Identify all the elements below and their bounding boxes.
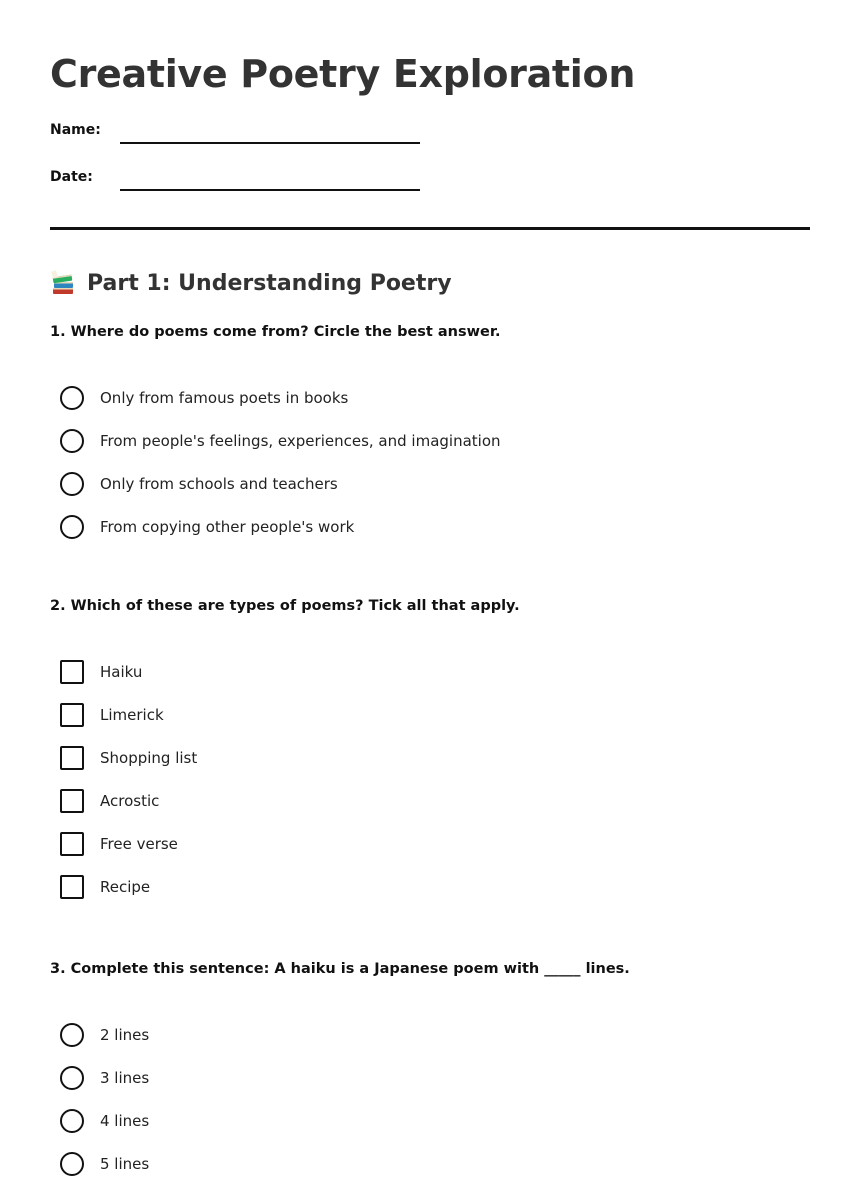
q1-option-1[interactable]	[60, 376, 810, 419]
q3-option-1[interactable]	[60, 1013, 810, 1056]
q1-option-4[interactable]	[60, 505, 810, 548]
option-label: Limerick	[100, 705, 164, 724]
q2-option-5[interactable]	[60, 822, 810, 865]
date-field-row	[50, 161, 810, 191]
q2-option-4[interactable]	[60, 779, 810, 822]
q1-option-2[interactable]	[60, 419, 810, 462]
checkbox[interactable]	[60, 660, 84, 684]
question-2-options	[50, 650, 810, 908]
books-icon	[50, 270, 76, 296]
radio-circle[interactable]	[60, 1152, 84, 1176]
option-label: 2 lines	[100, 1025, 150, 1044]
name-label: Name:	[50, 122, 101, 138]
radio-circle[interactable]	[60, 1066, 84, 1090]
checkbox[interactable]	[60, 746, 84, 770]
radio-circle[interactable]	[60, 472, 84, 496]
option-label: From copying other people's work	[100, 517, 355, 536]
question-2: 2. Which of these are types of poems? Tick all that apply.	[50, 598, 520, 614]
option-label: Haiku	[100, 662, 143, 681]
option-label: From people's feelings, experiences, and imagination	[100, 431, 501, 450]
option-label: Free verse	[100, 834, 178, 853]
option-label: Acrostic	[100, 791, 160, 810]
radio-circle[interactable]	[60, 429, 84, 453]
checkbox[interactable]	[60, 789, 84, 813]
q3-option-2[interactable]	[60, 1056, 810, 1099]
option-label: Only from schools and teachers	[100, 474, 338, 493]
option-label: Recipe	[100, 877, 151, 896]
q3-option-4[interactable]	[60, 1142, 810, 1185]
header-divider	[50, 227, 810, 230]
radio-circle[interactable]	[60, 515, 84, 539]
date-label: Date:	[50, 169, 93, 185]
radio-circle[interactable]	[60, 386, 84, 410]
q2-option-3[interactable]	[60, 736, 810, 779]
q2-option-1[interactable]	[60, 650, 810, 693]
q2-option-2[interactable]	[60, 693, 810, 736]
name-field-row	[50, 114, 810, 144]
question-1-options	[50, 376, 810, 548]
radio-circle[interactable]	[60, 1023, 84, 1047]
question-3: 3. Complete this sentence: A haiku is a Japanese poem with _____ lines.	[50, 961, 630, 977]
checkbox[interactable]	[60, 875, 84, 899]
q3-option-3[interactable]	[60, 1099, 810, 1142]
option-label: Shopping list	[100, 748, 198, 767]
option-label: 4 lines	[100, 1111, 150, 1130]
question-3-options	[50, 1013, 810, 1185]
part1-title: Part 1: Understanding Poetry	[87, 270, 452, 296]
part1-heading	[50, 268, 810, 298]
q1-option-3[interactable]	[60, 462, 810, 505]
name-field[interactable]	[120, 142, 420, 144]
question-1: 1. Where do poems come from? Circle the best answer.	[50, 324, 501, 340]
option-label: Only from famous poets in books	[100, 388, 349, 407]
checkbox[interactable]	[60, 703, 84, 727]
date-field[interactable]	[120, 189, 420, 191]
q2-option-6[interactable]	[60, 865, 810, 908]
radio-circle[interactable]	[60, 1109, 84, 1133]
checkbox[interactable]	[60, 832, 84, 856]
option-label: 3 lines	[100, 1068, 150, 1087]
worksheet-title: Creative Poetry Exploration	[50, 52, 636, 96]
option-label: 5 lines	[100, 1154, 150, 1173]
